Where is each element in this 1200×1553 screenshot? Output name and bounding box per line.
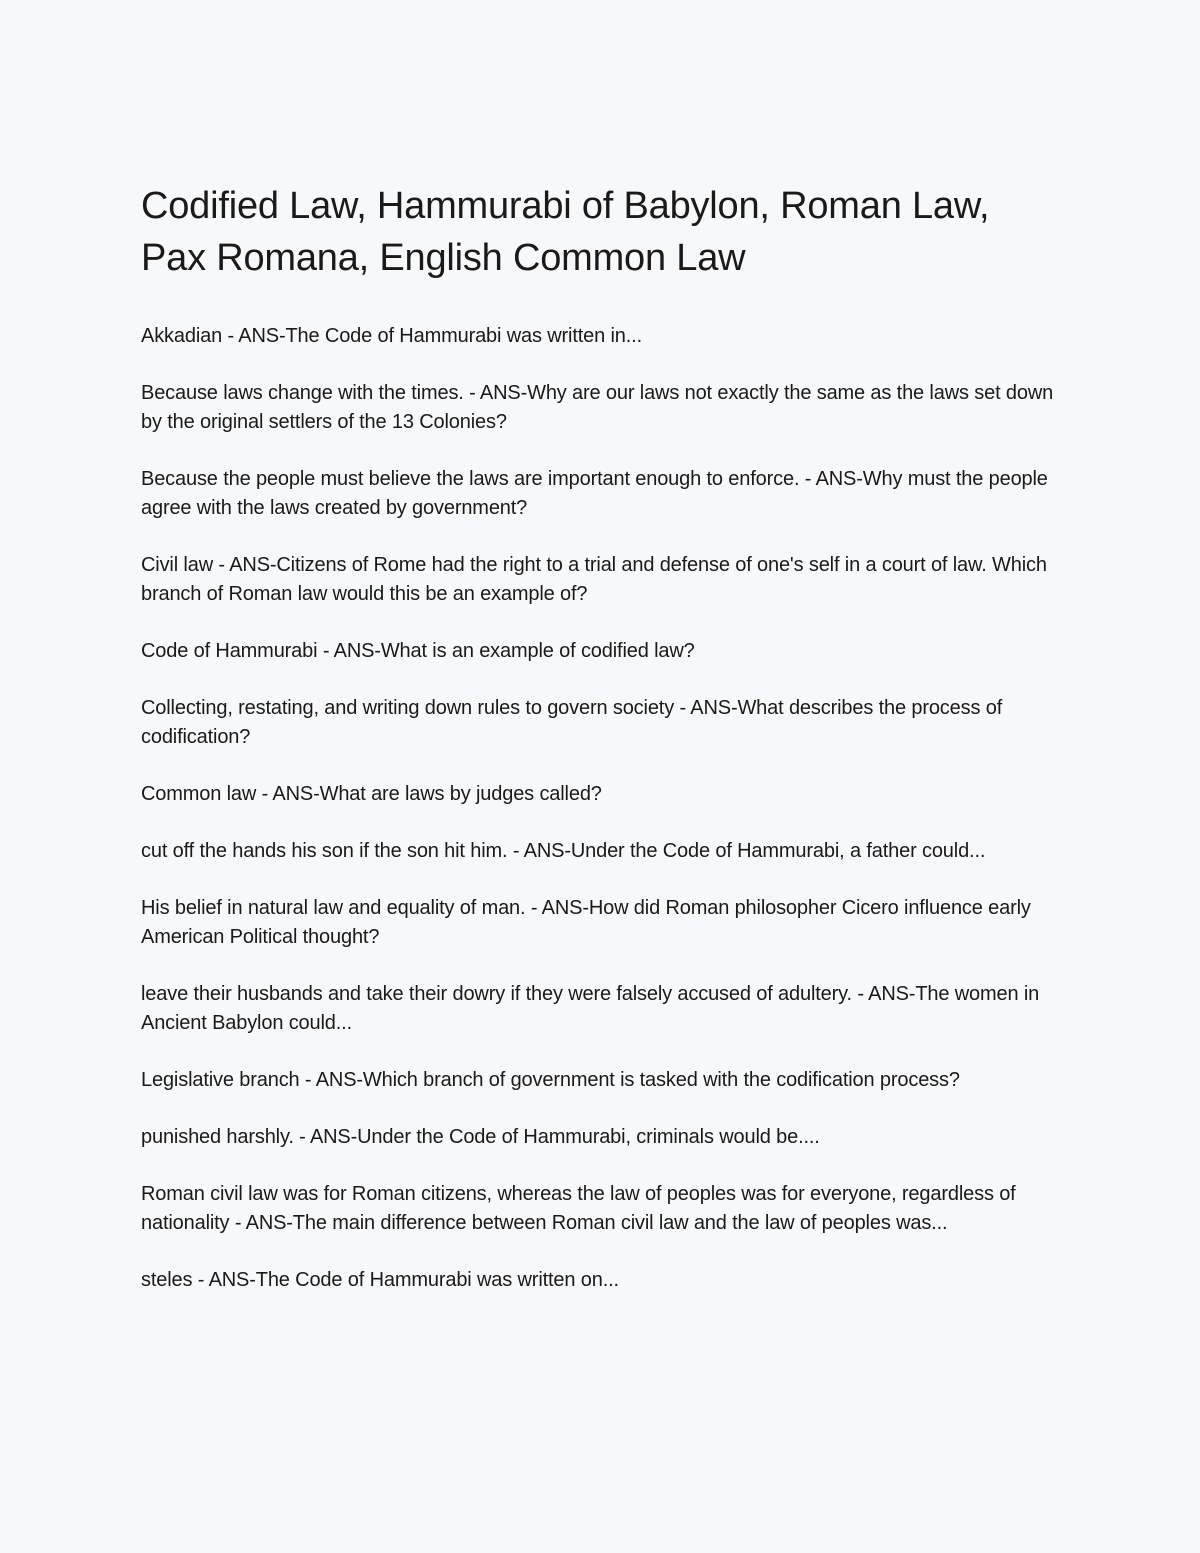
flashcard-item: Because the people must believe the laws are important enough to enforce. - ANS-Why must the people agree with the laws created by government? xyxy=(141,468,1048,519)
flashcard-item: Code of Hammurabi - ANS-What is an example of codified law? xyxy=(141,640,695,662)
flashcard-item: Because laws change with the times. - ANS-Why are our laws not exactly the same as the laws set down by the original settlers of the 13 Colonies? xyxy=(141,382,1054,433)
flashcard-item: His belief in natural law and equality of man. - ANS-How did Roman philosopher Cicero influence early American Political thought? xyxy=(141,897,1031,948)
flashcard-item: Akkadian - ANS-The Code of Hammurabi was written in... xyxy=(141,325,642,347)
flashcard-item: Common law - ANS-What are laws by judges called? xyxy=(141,783,602,805)
flashcard-item: Legislative branch - ANS-Which branch of government is tasked with the codification process? xyxy=(141,1069,960,1091)
flashcard-item: steles - ANS-The Code of Hammurabi was written on... xyxy=(141,1269,619,1291)
flashcard-item: punished harshly. - ANS-Under the Code of Hammurabi, criminals would be.... xyxy=(141,1126,820,1148)
flashcard-item: leave their husbands and take their dowry if they were falsely accused of adultery. - ANS-The women in Ancient Babylon could... xyxy=(141,983,1040,1034)
flashcard-item: Collecting, restating, and writing down rules to govern society - ANS-What describes the process of codification? xyxy=(141,697,1003,748)
document-content xyxy=(141,180,1061,1323)
flashcard-item: Roman civil law was for Roman citizens, whereas the law of peoples was for everyone, regardless of nationality - ANS-The main difference between Roman civil law and the law of peoples was... xyxy=(141,1183,1016,1234)
flashcard-item: Civil law - ANS-Citizens of Rome had the right to a trial and defense of one's self in a court of law. Which branch of Roman law would this be an example of? xyxy=(141,554,1047,605)
flashcard-list xyxy=(141,322,1061,1295)
document-title: Codified Law, Hammurabi of Babylon, Roman Law, Pax Romana, English Common Law xyxy=(141,185,990,279)
flashcard-item: cut off the hands his son if the son hit him. - ANS-Under the Code of Hammurabi, a father could... xyxy=(141,840,986,862)
